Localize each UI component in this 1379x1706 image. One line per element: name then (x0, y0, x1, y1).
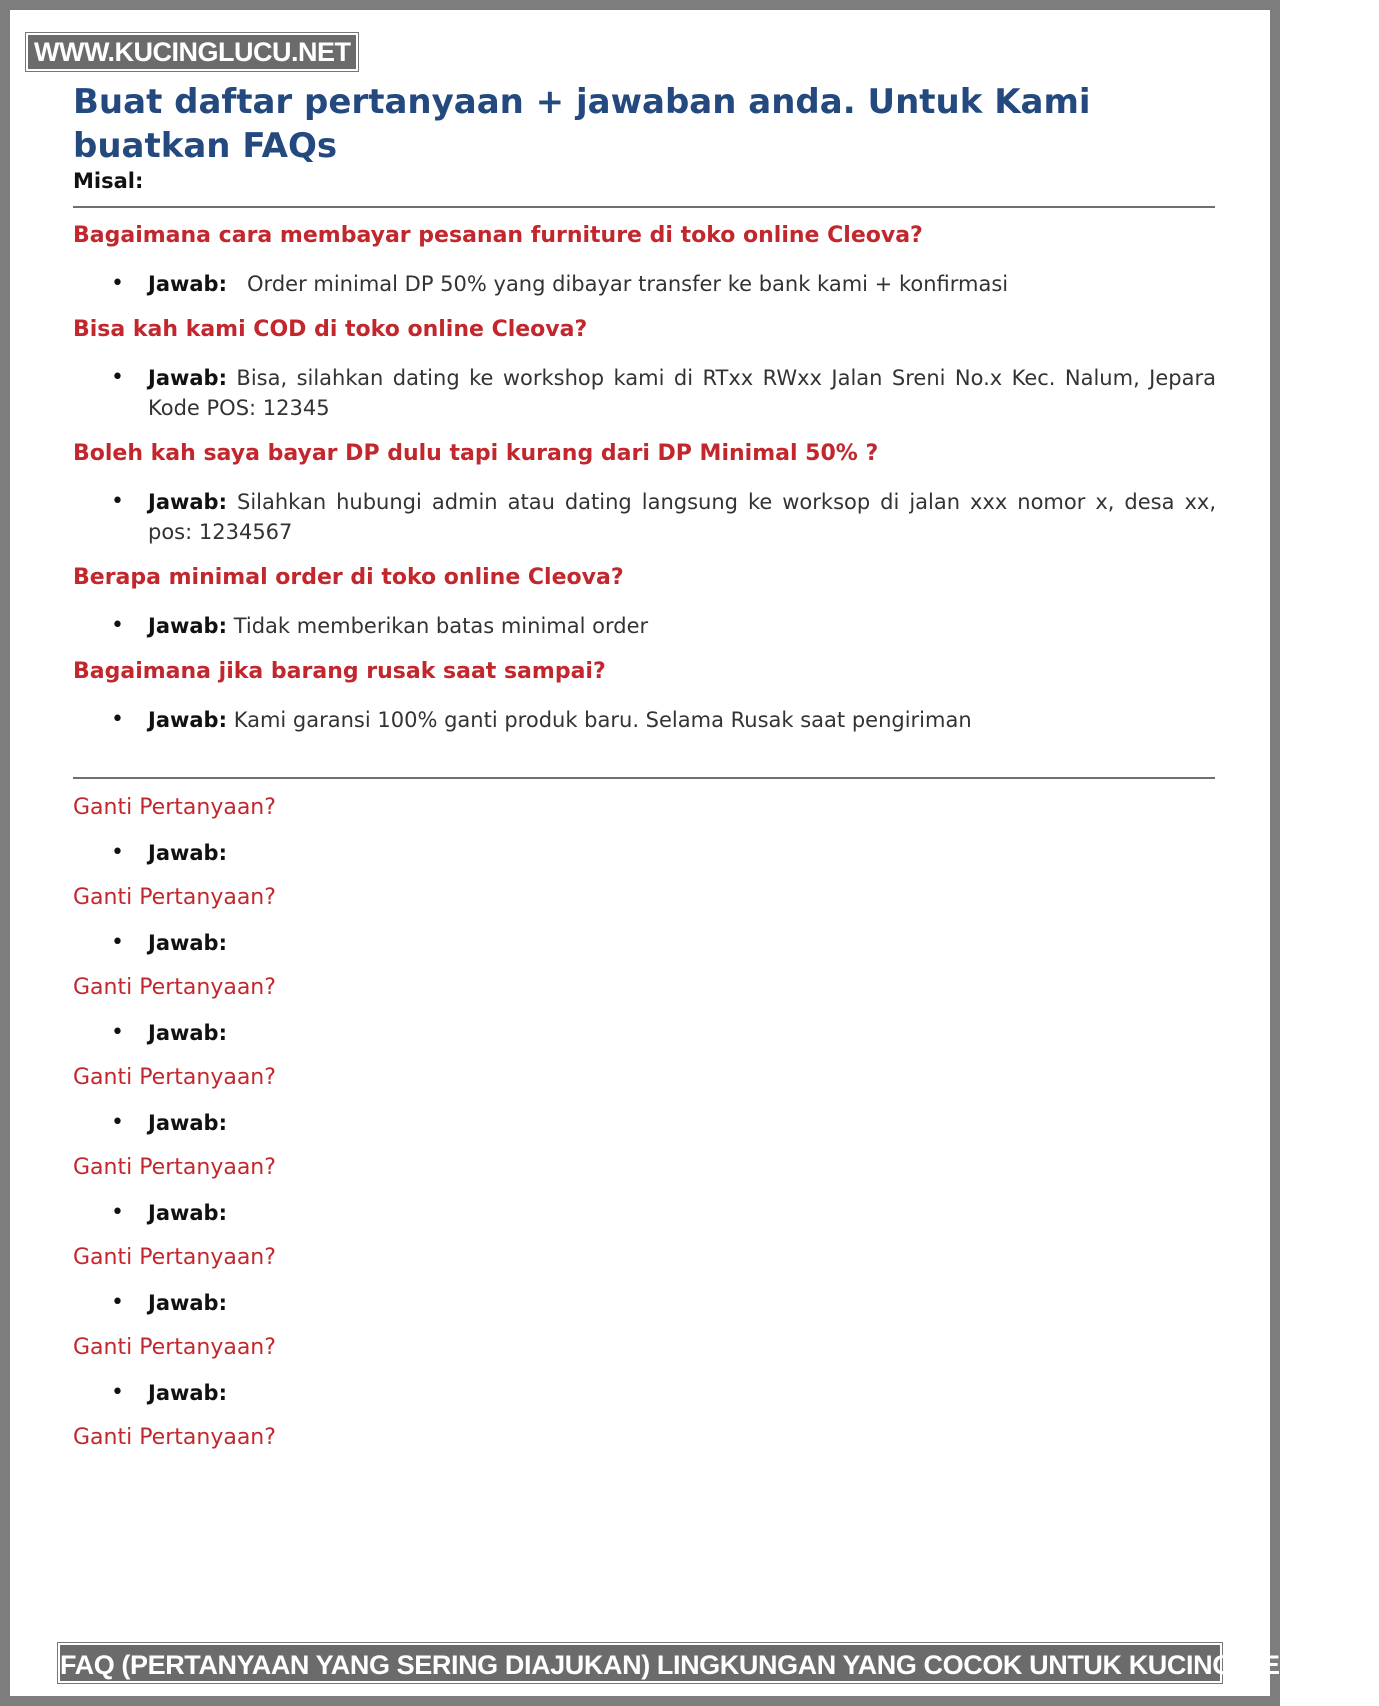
answer-text: Order minimal DP 50% yang dibayar transfer ke bank kami + konfirmasi (247, 272, 1009, 296)
faq-question: Bagaimana jika barang rusak saat sampai? (73, 659, 606, 684)
faq-answer (73, 363, 1216, 423)
answer-label: Jawab: (148, 614, 227, 638)
placeholder-question: Ganti Pertanyaan? (73, 1335, 276, 1360)
answer-label: Jawab: (148, 1291, 227, 1315)
faq-item (73, 221, 1216, 299)
faq-item (73, 563, 1216, 641)
image-caption: FAQ (PERTANYAAN YANG SERING DIAJUKAN) LINGKUNGAN YANG COCOK UNTUK KUCING MENYUSUI (58, 1643, 1222, 1683)
watermark-label: WWW.KUCINGLUCU.NET (26, 33, 358, 71)
faq-item (73, 439, 1216, 547)
bullet-icon: • (111, 930, 124, 955)
divider-bottom (73, 777, 1215, 779)
placeholder-item (73, 1333, 1216, 1408)
placeholder-question: Ganti Pertanyaan? (73, 1245, 276, 1270)
faq-item (73, 657, 1216, 735)
answer-label: Jawab: (148, 1381, 227, 1405)
bullet-icon: • (111, 271, 124, 296)
placeholder-item (73, 1063, 1216, 1138)
bullet-icon: • (111, 1290, 124, 1315)
answer-text: Silahkan hubungi admin atau dating langsung ke worksop di jalan xxx nomor x, desa xx, pos: 1234567 (148, 490, 1216, 544)
bullet-icon: • (111, 613, 124, 638)
placeholder-answer (73, 1288, 1216, 1318)
bullet-icon: • (111, 707, 124, 732)
answer-label: Jawab: (148, 366, 227, 390)
answer-label: Jawab: (148, 1021, 227, 1045)
example-label: Misal: (73, 169, 144, 193)
answer-label: Jawab: (148, 272, 227, 296)
answer-text: Kami garansi 100% ganti produk baru. Selama Rusak saat pengiriman (233, 708, 972, 732)
placeholder-question: Ganti Pertanyaan? (73, 1065, 276, 1090)
divider-top (73, 206, 1215, 208)
faq-question: Bisa kah kami COD di toko online Cleova? (73, 317, 588, 342)
answer-label: Jawab: (148, 841, 227, 865)
placeholder-answer (73, 1378, 1216, 1408)
placeholder-item (73, 1153, 1216, 1228)
faq-answer (73, 705, 1216, 735)
answer-label: Jawab: (148, 708, 227, 732)
answer-label: Jawab: (148, 1111, 227, 1135)
placeholder-answer (73, 838, 1216, 868)
faq-question: Berapa minimal order di toko online Cleova? (73, 565, 624, 590)
placeholder-answer (73, 1018, 1216, 1048)
faq-item (73, 315, 1216, 423)
bullet-icon: • (111, 1020, 124, 1045)
page-title: Buat daftar pertanyaan + jawaban anda. Untuk Kami buatkan FAQs (73, 82, 1091, 166)
faq-document (73, 80, 1216, 1453)
placeholder-answer (73, 928, 1216, 958)
placeholder-question: Ganti Pertanyaan? (73, 1155, 276, 1180)
bullet-icon: • (111, 1200, 124, 1225)
placeholder-question: Ganti Pertanyaan? (73, 795, 276, 820)
answer-text: Bisa, silahkan dating ke workshop kami di RTxx RWxx Jalan Sreni No.x Kec. Nalum, Jepara Kode POS: 12345 (148, 366, 1216, 420)
placeholder-question: Ganti Pertanyaan? (73, 885, 276, 910)
answer-label: Jawab: (148, 931, 227, 955)
faq-answer (73, 611, 1216, 641)
answer-label: Jawab: (148, 1201, 227, 1225)
placeholder-list (73, 793, 1216, 1453)
faq-question: Boleh kah saya bayar DP dulu tapi kurang dari DP Minimal 50% ? (73, 441, 879, 466)
bullet-icon: • (111, 365, 124, 390)
bullet-icon: • (111, 840, 124, 865)
placeholder-item (73, 1243, 1216, 1318)
placeholder-question: Ganti Pertanyaan? (73, 1425, 276, 1450)
answer-label: Jawab: (148, 490, 227, 514)
bullet-icon: • (111, 489, 124, 514)
faq-question: Bagaimana cara membayar pesanan furniture di toko online Cleova? (73, 223, 923, 248)
answer-text: Tidak memberikan batas minimal order (233, 614, 649, 638)
placeholder-question: Ganti Pertanyaan? (73, 975, 276, 1000)
bullet-icon: • (111, 1110, 124, 1135)
faq-answer (73, 269, 1216, 299)
bullet-icon: • (111, 1380, 124, 1405)
placeholder-answer (73, 1108, 1216, 1138)
placeholder-item (73, 883, 1216, 958)
placeholder-item (73, 973, 1216, 1048)
faq-answer (73, 487, 1216, 547)
placeholder-item (73, 793, 1216, 868)
placeholder-answer (73, 1198, 1216, 1228)
